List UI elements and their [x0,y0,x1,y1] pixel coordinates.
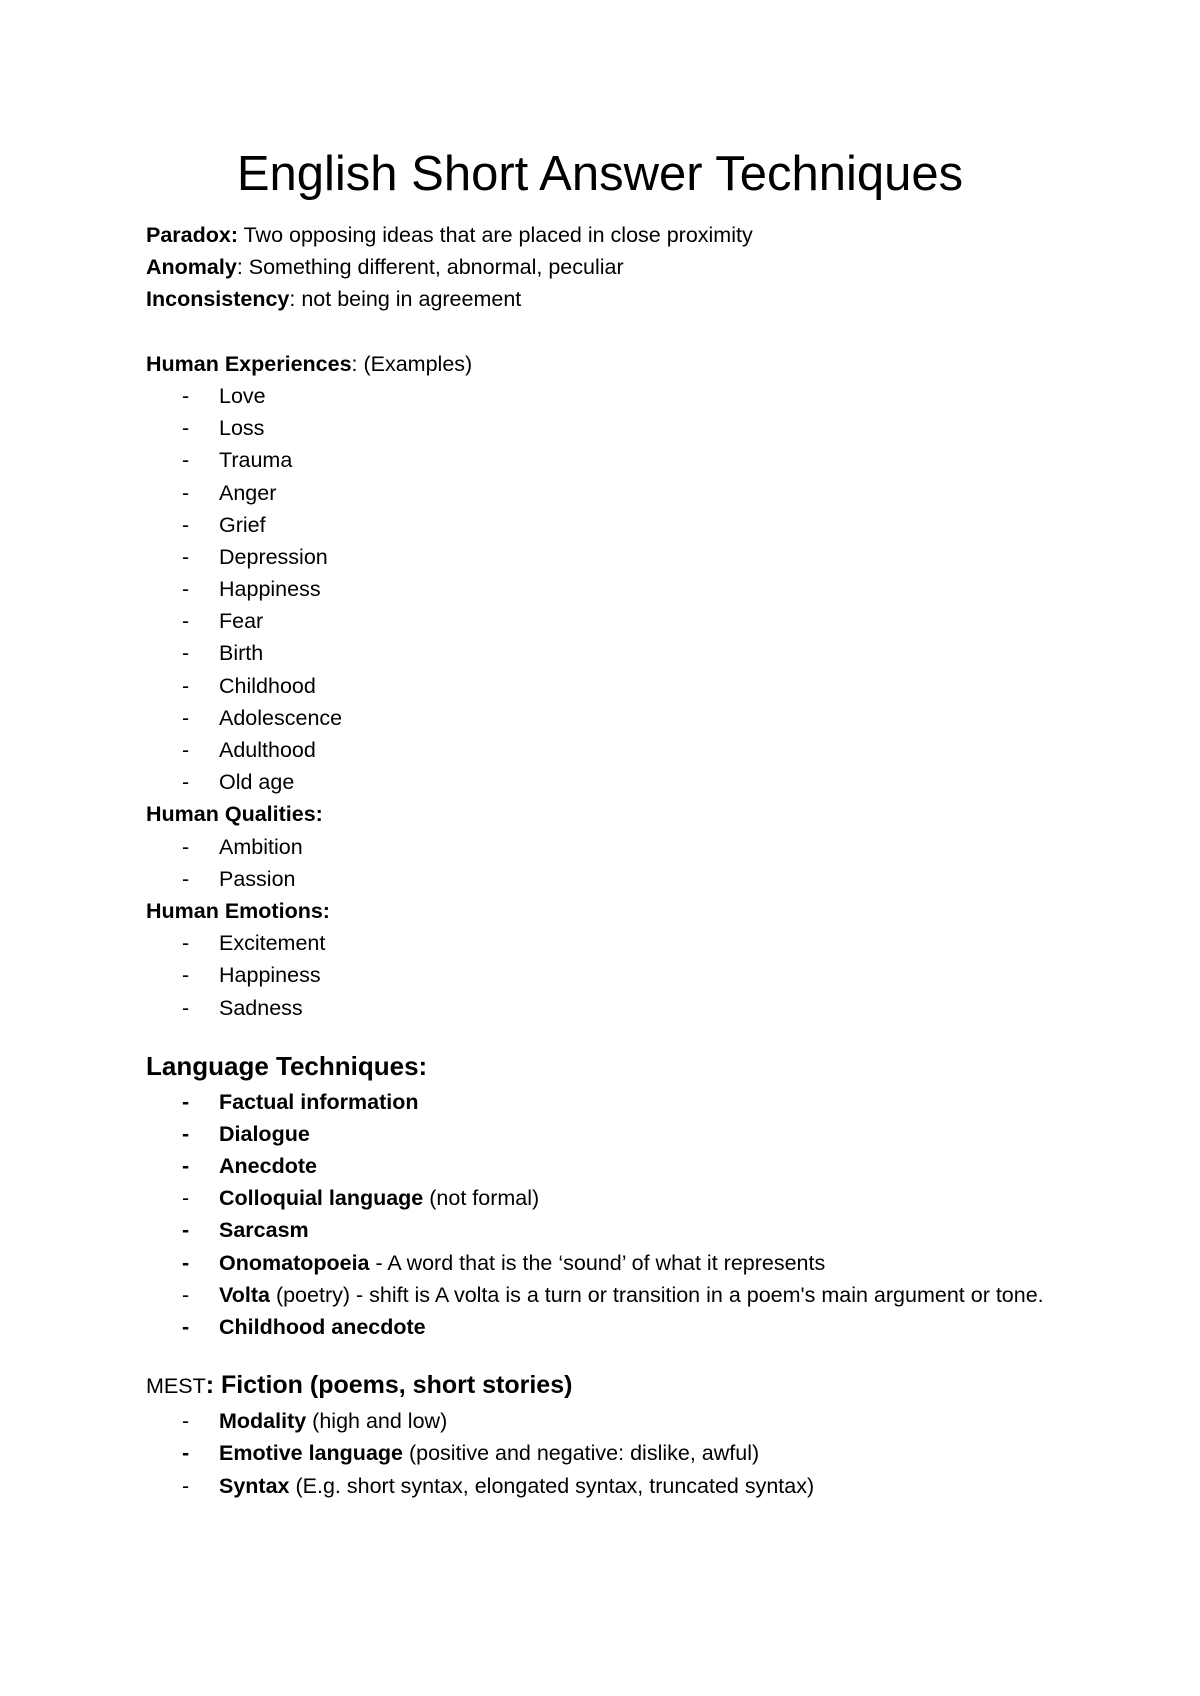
list-item [146,1118,1046,1150]
list-item [146,637,1046,669]
list-item [146,992,1046,1024]
section-heading-text: Human Experiences [146,351,352,376]
definition-text: : not being in agreement [289,287,522,312]
document-body [146,219,1046,1502]
list-item [146,1311,1046,1343]
list-item [146,831,1046,863]
bullet-dash: - [182,1250,190,1275]
bullet-dash: - [182,673,190,698]
list-item [146,1470,1046,1502]
mest-heading-text: : Fiction (poems, short stories) [205,1371,573,1400]
definition-term: Inconsistency [146,287,290,312]
bullet-dash: - [182,738,190,762]
bullet-dash: - [182,448,190,473]
bullet-dash: - [182,1409,190,1434]
technique-term: Modality [219,1409,307,1434]
bullet-dash: - [182,609,190,634]
list-item [146,959,1046,991]
list-item [146,1247,1046,1279]
definition-inconsistency [146,283,1046,315]
list-item [146,444,1046,476]
list-item [146,863,1046,895]
list-item [146,1279,1046,1311]
list-item [146,1086,1046,1118]
list-item-text: Loss [219,416,265,441]
page-title: English Short Answer Techniques [236,147,964,201]
section-heading-human-emotions: Human Emotions: [146,898,330,923]
list-item [146,412,1046,444]
bullet-dash: - [182,641,190,666]
definition-text: Two opposing ideas that are placed in close proximity [238,223,753,247]
bullet-dash: - [182,834,190,859]
list-item [146,1437,1046,1469]
list-item [146,927,1046,959]
list-item [146,670,1046,702]
bullet-dash: - [182,1441,190,1466]
section-heading-human-qualities: Human Qualities: [146,802,323,827]
bullet-dash: - [182,705,190,730]
bullet-dash: - [182,1218,190,1243]
section-heading-human-experiences [146,348,1046,380]
technique-term: Sarcasm [219,1218,309,1243]
bullet-dash: - [182,1473,190,1498]
definition-text: : Something different, abnormal, peculiar [236,255,624,280]
list-item [146,573,1046,605]
bullet-dash: - [182,1154,190,1179]
list-item-text: Depression [219,544,328,569]
list-item-text: Happiness [219,963,321,988]
list-item-text: Childhood [219,673,316,698]
list-item-text: Old age [219,770,295,795]
section-heading-note: : (Examples) [351,351,473,376]
list-item [146,766,1046,798]
technique-desc: (poetry) - shift is A volta is a turn or transition in a poem's main argument or tone. [269,1282,1044,1307]
bullet-dash: - [182,770,190,795]
technique-term: Syntax [219,1473,290,1498]
technique-desc: (positive and negative: dislike, awful) [403,1441,760,1466]
list-item [146,509,1046,541]
list-item-text: Birth [219,641,264,666]
technique-term: Childhood anecdote [219,1315,426,1340]
definition-paradox [146,219,1046,251]
list-item-text: Love [219,383,266,408]
bullet-dash: - [182,931,190,956]
list-item-text: Passion [219,866,296,891]
technique-term: Anecdote [219,1154,317,1179]
technique-desc: (high and low) [306,1409,448,1434]
mest-prefix: MEST [146,1374,206,1399]
bullet-dash: - [182,1315,190,1340]
spacer [146,1024,1046,1046]
list-item-text: Adulthood [219,738,316,762]
technique-desc: (E.g. short syntax, elongated syntax, truncated syntax) [289,1473,815,1498]
technique-term: Onomatopoeia [219,1250,370,1275]
list-item-text: Ambition [219,834,303,859]
list-item [146,605,1046,637]
bullet-dash: - [182,1282,190,1307]
list-item-text: Trauma [219,448,293,473]
technique-term: Volta [219,1282,270,1307]
list-item-text: Grief [219,512,266,537]
list-item [146,477,1046,509]
spacer [146,316,1046,348]
list-item-text: Excitement [219,931,326,956]
bullet-dash: - [182,995,190,1020]
technique-desc: - A word that is the ‘sound’ of what it represents [369,1250,826,1275]
bullet-dash: - [182,866,190,891]
list-item [146,702,1046,734]
technique-term: Factual information [219,1089,419,1114]
bullet-dash: - [182,1089,190,1114]
bullet-dash: - [182,577,190,602]
definition-anomaly [146,251,1046,283]
list-item-text: Adolescence [219,705,343,730]
list-item-text: Anger [219,480,277,505]
bullet-dash: - [182,383,190,408]
bullet-dash: - [182,416,190,441]
bullet-dash: - [182,1186,190,1211]
list-item [146,1150,1046,1182]
technique-term: Colloquial language [219,1186,424,1211]
bullet-dash: - [182,544,190,569]
technique-term: Emotive language [219,1441,403,1466]
list-item [146,734,1046,766]
list-item-text: Fear [219,609,264,634]
technique-term: Dialogue [219,1121,310,1146]
spacer [146,1343,1046,1365]
list-item [146,380,1046,412]
bullet-dash: - [182,480,190,505]
bullet-dash: - [182,1121,190,1146]
list-item [146,1182,1046,1214]
list-item [146,541,1046,573]
definition-term: Anomaly [146,255,237,280]
list-item [146,1405,1046,1437]
bullet-dash: - [182,963,190,988]
section-heading-language-techniques: Language Techniques: [146,1050,428,1081]
list-item-text: Sadness [219,995,303,1020]
bullet-dash: - [182,512,190,537]
section-heading-mest [146,1365,1046,1405]
list-item-text: Happiness [219,577,321,602]
list-item [146,1214,1046,1246]
technique-desc: (not formal) [423,1186,540,1211]
definition-term: Paradox: [146,223,239,247]
